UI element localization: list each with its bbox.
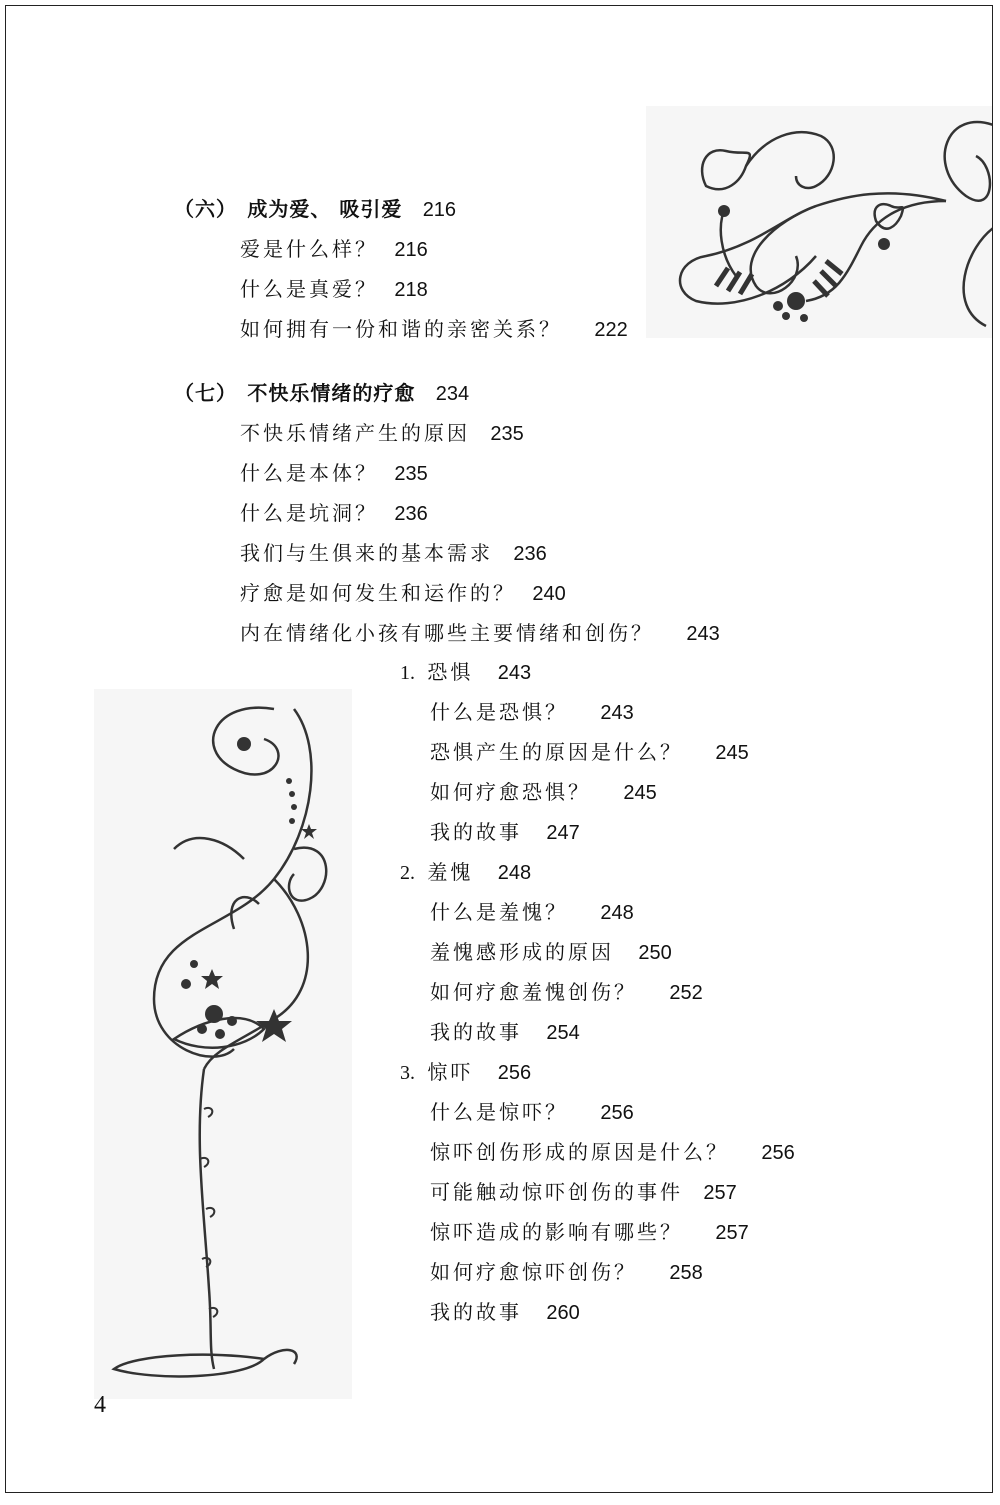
entry-title: 我的故事 — [430, 1020, 522, 1044]
entry-page-number: 245 — [715, 742, 749, 764]
toc-entry[interactable] — [430, 1017, 580, 1047]
floral-ornament-left — [94, 689, 352, 1399]
entry-title: 什么是真爱？ — [240, 277, 378, 301]
page-number: 4 — [94, 1392, 106, 1418]
toc-entry[interactable] — [430, 817, 580, 847]
subsection-title: 恐惧 — [427, 660, 474, 684]
entry-title: 什么是坑洞？ — [240, 501, 378, 525]
entry-page-number: 222 — [594, 319, 628, 341]
entry-title: 什么是恐惧？ — [430, 700, 568, 724]
toc-entry[interactable] — [430, 1217, 749, 1247]
entry-page-number: 245 — [623, 782, 657, 804]
toc-entry[interactable] — [240, 538, 547, 568]
entry-page-number: 252 — [669, 982, 703, 1004]
floral-ornament-top — [646, 106, 993, 338]
entry-page-number: 260 — [546, 1302, 580, 1324]
subsection-page-number: 256 — [497, 1062, 532, 1084]
toc-entry[interactable] — [240, 234, 428, 264]
entry-page-number: 256 — [600, 1102, 634, 1124]
floral-vase-icon — [94, 689, 352, 1399]
entry-title: 如何拥有一份和谐的亲密关系？ — [240, 317, 562, 341]
toc-entry[interactable] — [430, 1097, 634, 1127]
entry-page-number: 248 — [600, 902, 634, 924]
entry-page-number: 216 — [394, 239, 428, 261]
entry-title: 疗愈是如何发生和运作的？ — [240, 581, 516, 605]
subsection-number: 1. — [400, 662, 415, 684]
toc-entry[interactable] — [430, 697, 634, 727]
floral-swirl-icon — [646, 106, 993, 338]
toc-entry[interactable] — [430, 1297, 580, 1327]
entry-page-number: 243 — [600, 702, 634, 724]
toc-entry[interactable] — [240, 618, 720, 648]
entry-page-number: 235 — [394, 463, 428, 485]
subsection-number: 2. — [400, 862, 415, 884]
entry-title: 什么是惊吓？ — [430, 1100, 568, 1124]
entry-title: 爱是什么样？ — [240, 237, 378, 261]
entry-title: 什么是羞愧？ — [430, 900, 568, 924]
entry-title: 不快乐情绪产生的原因 — [240, 421, 470, 445]
entry-title: 我的故事 — [430, 820, 522, 844]
subsection-page-number: 248 — [497, 862, 532, 884]
toc-entry[interactable] — [430, 1137, 795, 1167]
entry-page-number: 254 — [546, 1022, 580, 1044]
entry-title: 内在情绪化小孩有哪些主要情绪和创伤？ — [240, 621, 654, 645]
toc-entry[interactable] — [430, 1177, 737, 1207]
toc-subsection-heading[interactable] — [400, 1057, 531, 1087]
entry-title: 什么是本体？ — [240, 461, 378, 485]
section-title: 成为爱、 吸引爱 — [247, 197, 403, 221]
subsection-title: 羞愧 — [427, 860, 474, 884]
toc-entry[interactable] — [240, 274, 428, 304]
entry-page-number: 257 — [715, 1222, 749, 1244]
section-page-number: 216 — [422, 199, 457, 221]
entry-title: 惊吓创伤形成的原因是什么？ — [430, 1140, 729, 1164]
entry-page-number: 257 — [703, 1182, 737, 1204]
entry-title: 如何疗愈惊吓创伤？ — [430, 1260, 637, 1284]
toc-entry[interactable] — [430, 897, 634, 927]
toc-entry[interactable] — [240, 314, 628, 344]
entry-page-number: 236 — [394, 503, 428, 525]
toc-section-heading[interactable] — [174, 378, 469, 408]
toc-entry[interactable] — [240, 418, 524, 448]
entry-page-number: 258 — [669, 1262, 703, 1284]
entry-title: 如何疗愈羞愧创伤？ — [430, 980, 637, 1004]
entry-title: 我们与生俱来的基本需求 — [240, 541, 493, 565]
entry-page-number: 218 — [394, 279, 428, 301]
entry-page-number: 240 — [532, 583, 566, 605]
section-marker: （七） — [174, 381, 237, 405]
entry-page-number: 236 — [513, 543, 547, 565]
section-page-number: 234 — [435, 383, 470, 405]
entry-page-number: 250 — [638, 942, 672, 964]
entry-title: 恐惧产生的原因是什么？ — [430, 740, 683, 764]
toc-entry[interactable] — [240, 458, 428, 488]
entry-title: 如何疗愈恐惧？ — [430, 780, 591, 804]
entry-page-number: 247 — [546, 822, 580, 844]
subsection-page-number: 243 — [497, 662, 532, 684]
toc-subsection-heading[interactable] — [400, 857, 531, 887]
entry-title: 可能触动惊吓创伤的事件 — [430, 1180, 683, 1204]
entry-page-number: 256 — [761, 1142, 795, 1164]
toc-entry[interactable] — [430, 777, 657, 807]
toc-entry[interactable] — [430, 977, 703, 1007]
toc-entry[interactable] — [430, 1257, 703, 1287]
toc-entry[interactable] — [430, 937, 672, 967]
entry-title: 惊吓造成的影响有哪些？ — [430, 1220, 683, 1244]
toc-subsection-heading[interactable] — [400, 657, 531, 687]
entry-title: 我的故事 — [430, 1300, 522, 1324]
section-marker: （六） — [174, 197, 237, 221]
subsection-title: 惊吓 — [427, 1060, 474, 1084]
toc-entry[interactable] — [430, 737, 749, 767]
entry-page-number: 235 — [490, 423, 524, 445]
section-title: 不快乐情绪的疗愈 — [247, 381, 416, 405]
subsection-number: 3. — [400, 1062, 415, 1084]
entry-page-number: 243 — [686, 623, 720, 645]
toc-section-heading[interactable] — [174, 194, 456, 224]
entry-title: 羞愧感形成的原因 — [430, 940, 614, 964]
toc-entry[interactable] — [240, 578, 566, 608]
book-page — [5, 5, 993, 1493]
toc-entry[interactable] — [240, 498, 428, 528]
